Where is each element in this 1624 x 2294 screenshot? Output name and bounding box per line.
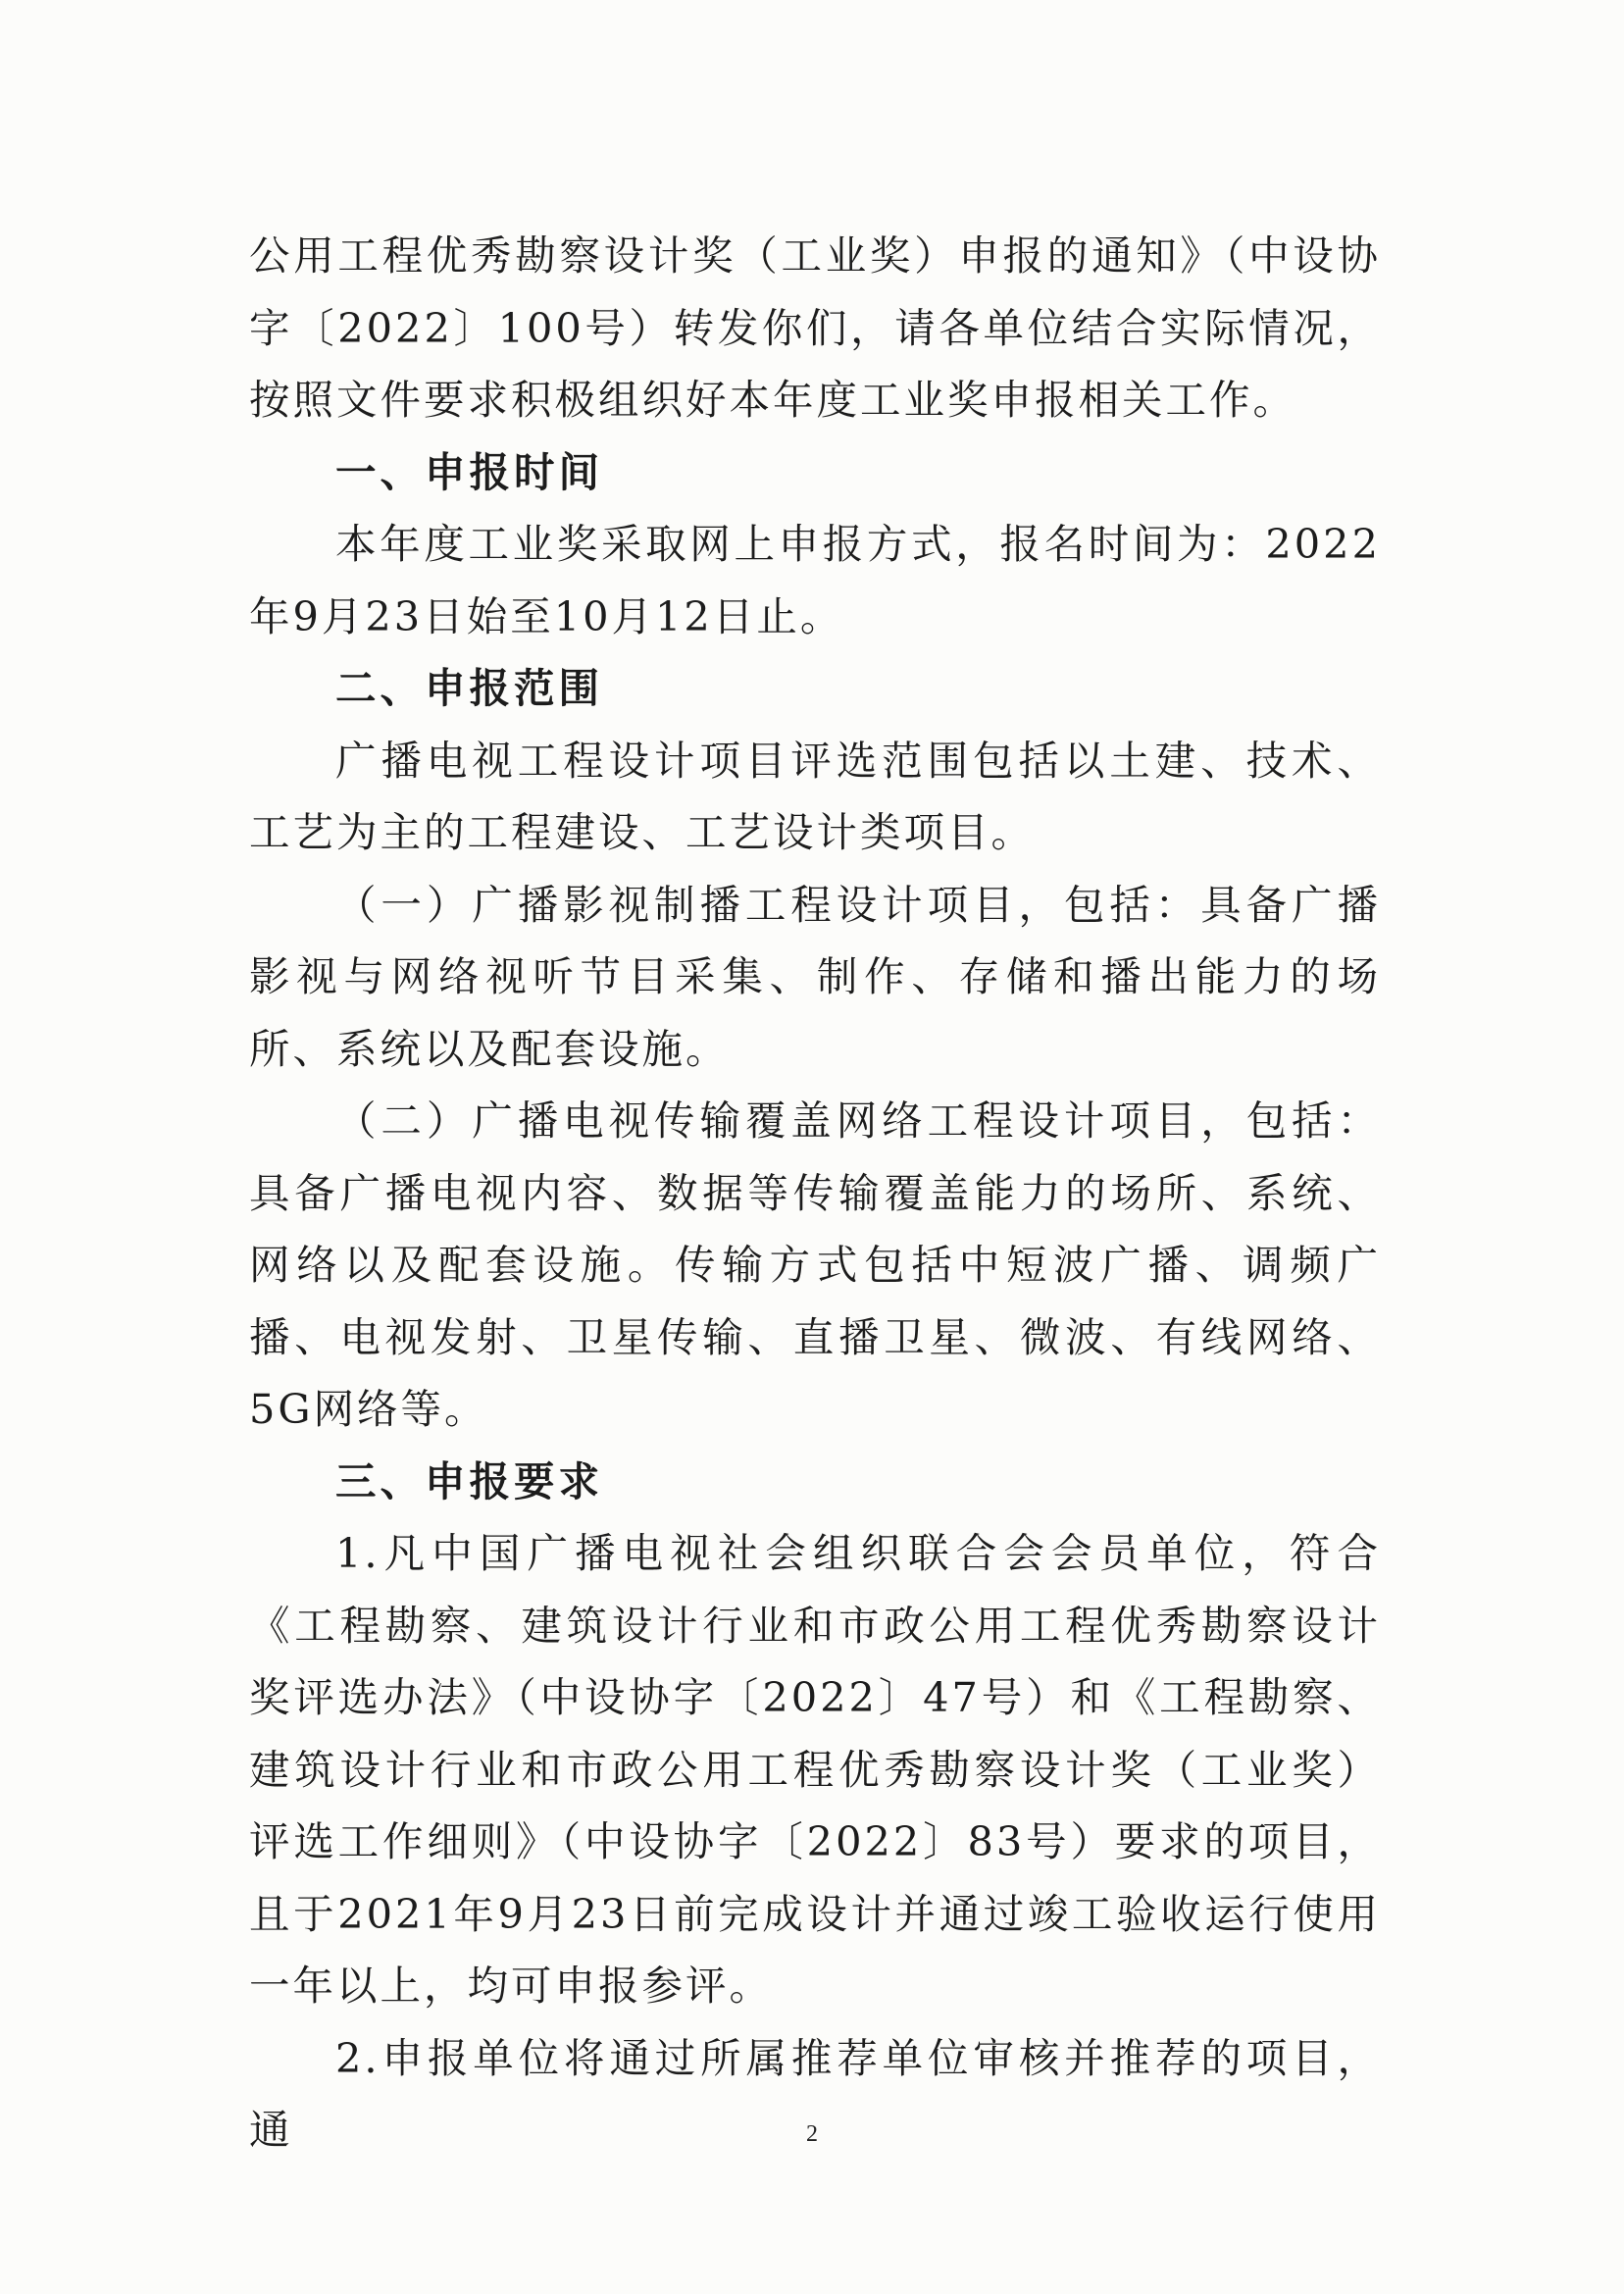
- page-number: 2: [806, 2121, 818, 2147]
- section-heading-application-requirements: 三、申报要求: [335, 1456, 604, 1505]
- section-heading-application-scope: 二、申报范围: [335, 664, 604, 712]
- paragraph-scope-intro: 广播电视工程设计项目评选范围包括以土建、技术、工艺为主的工程建设、工艺设计类项目。: [249, 736, 1381, 856]
- document-body: [249, 220, 1381, 2167]
- paragraph-scope-item-2: （二）广播电视传输覆盖网络工程设计项目，包括：具备广播电视内容、数据等传输覆盖能力的场所、系统、网络以及配套设施。传输方式包括中短波广播、调频广播、电视发射、卫星传输、直播卫星、微波、有线网络、5G网络等。: [249, 1096, 1381, 1433]
- paragraph-requirement-2: 2.申报单位将通过所属推荐单位审核并推荐的项目，通: [249, 2033, 1381, 2154]
- paragraph-application-time: 本年度工业奖采取网上申报方式，报名时间为：2022年9月23日始至10月12日止。: [249, 520, 1381, 640]
- paragraph-scope-item-1: （一）广播影视制播工程设计项目，包括：具备广播影视与网络视听节目采集、制作、存储和播出能力的场所、系统以及配套设施。: [249, 880, 1381, 1073]
- section-heading-application-time: 一、申报时间: [335, 447, 604, 496]
- paragraph-continuation: 公用工程优秀勘察设计奖（工业奖）申报的通知》（中设协字〔2022〕100号）转发你们，请各单位结合实际情况，按照文件要求积极组织好本年度工业奖申报相关工作。: [249, 231, 1381, 424]
- paragraph-requirement-1: 1.凡中国广播电视社会组织联合会会员单位，符合《工程勘察、建筑设计行业和市政公用工程优秀勘察设计奖评选办法》（中设协字〔2022〕47号）和《工程勘察、建筑设计行业和市政公用工程优秀勘察设计奖（工业奖）评选工作细则》（中设协字〔2022〕83号）要求的项目，且于2021年9月23日前完成设计并通过竣工验收运行使用一年以上，均可申报参评。: [249, 1529, 1381, 2010]
